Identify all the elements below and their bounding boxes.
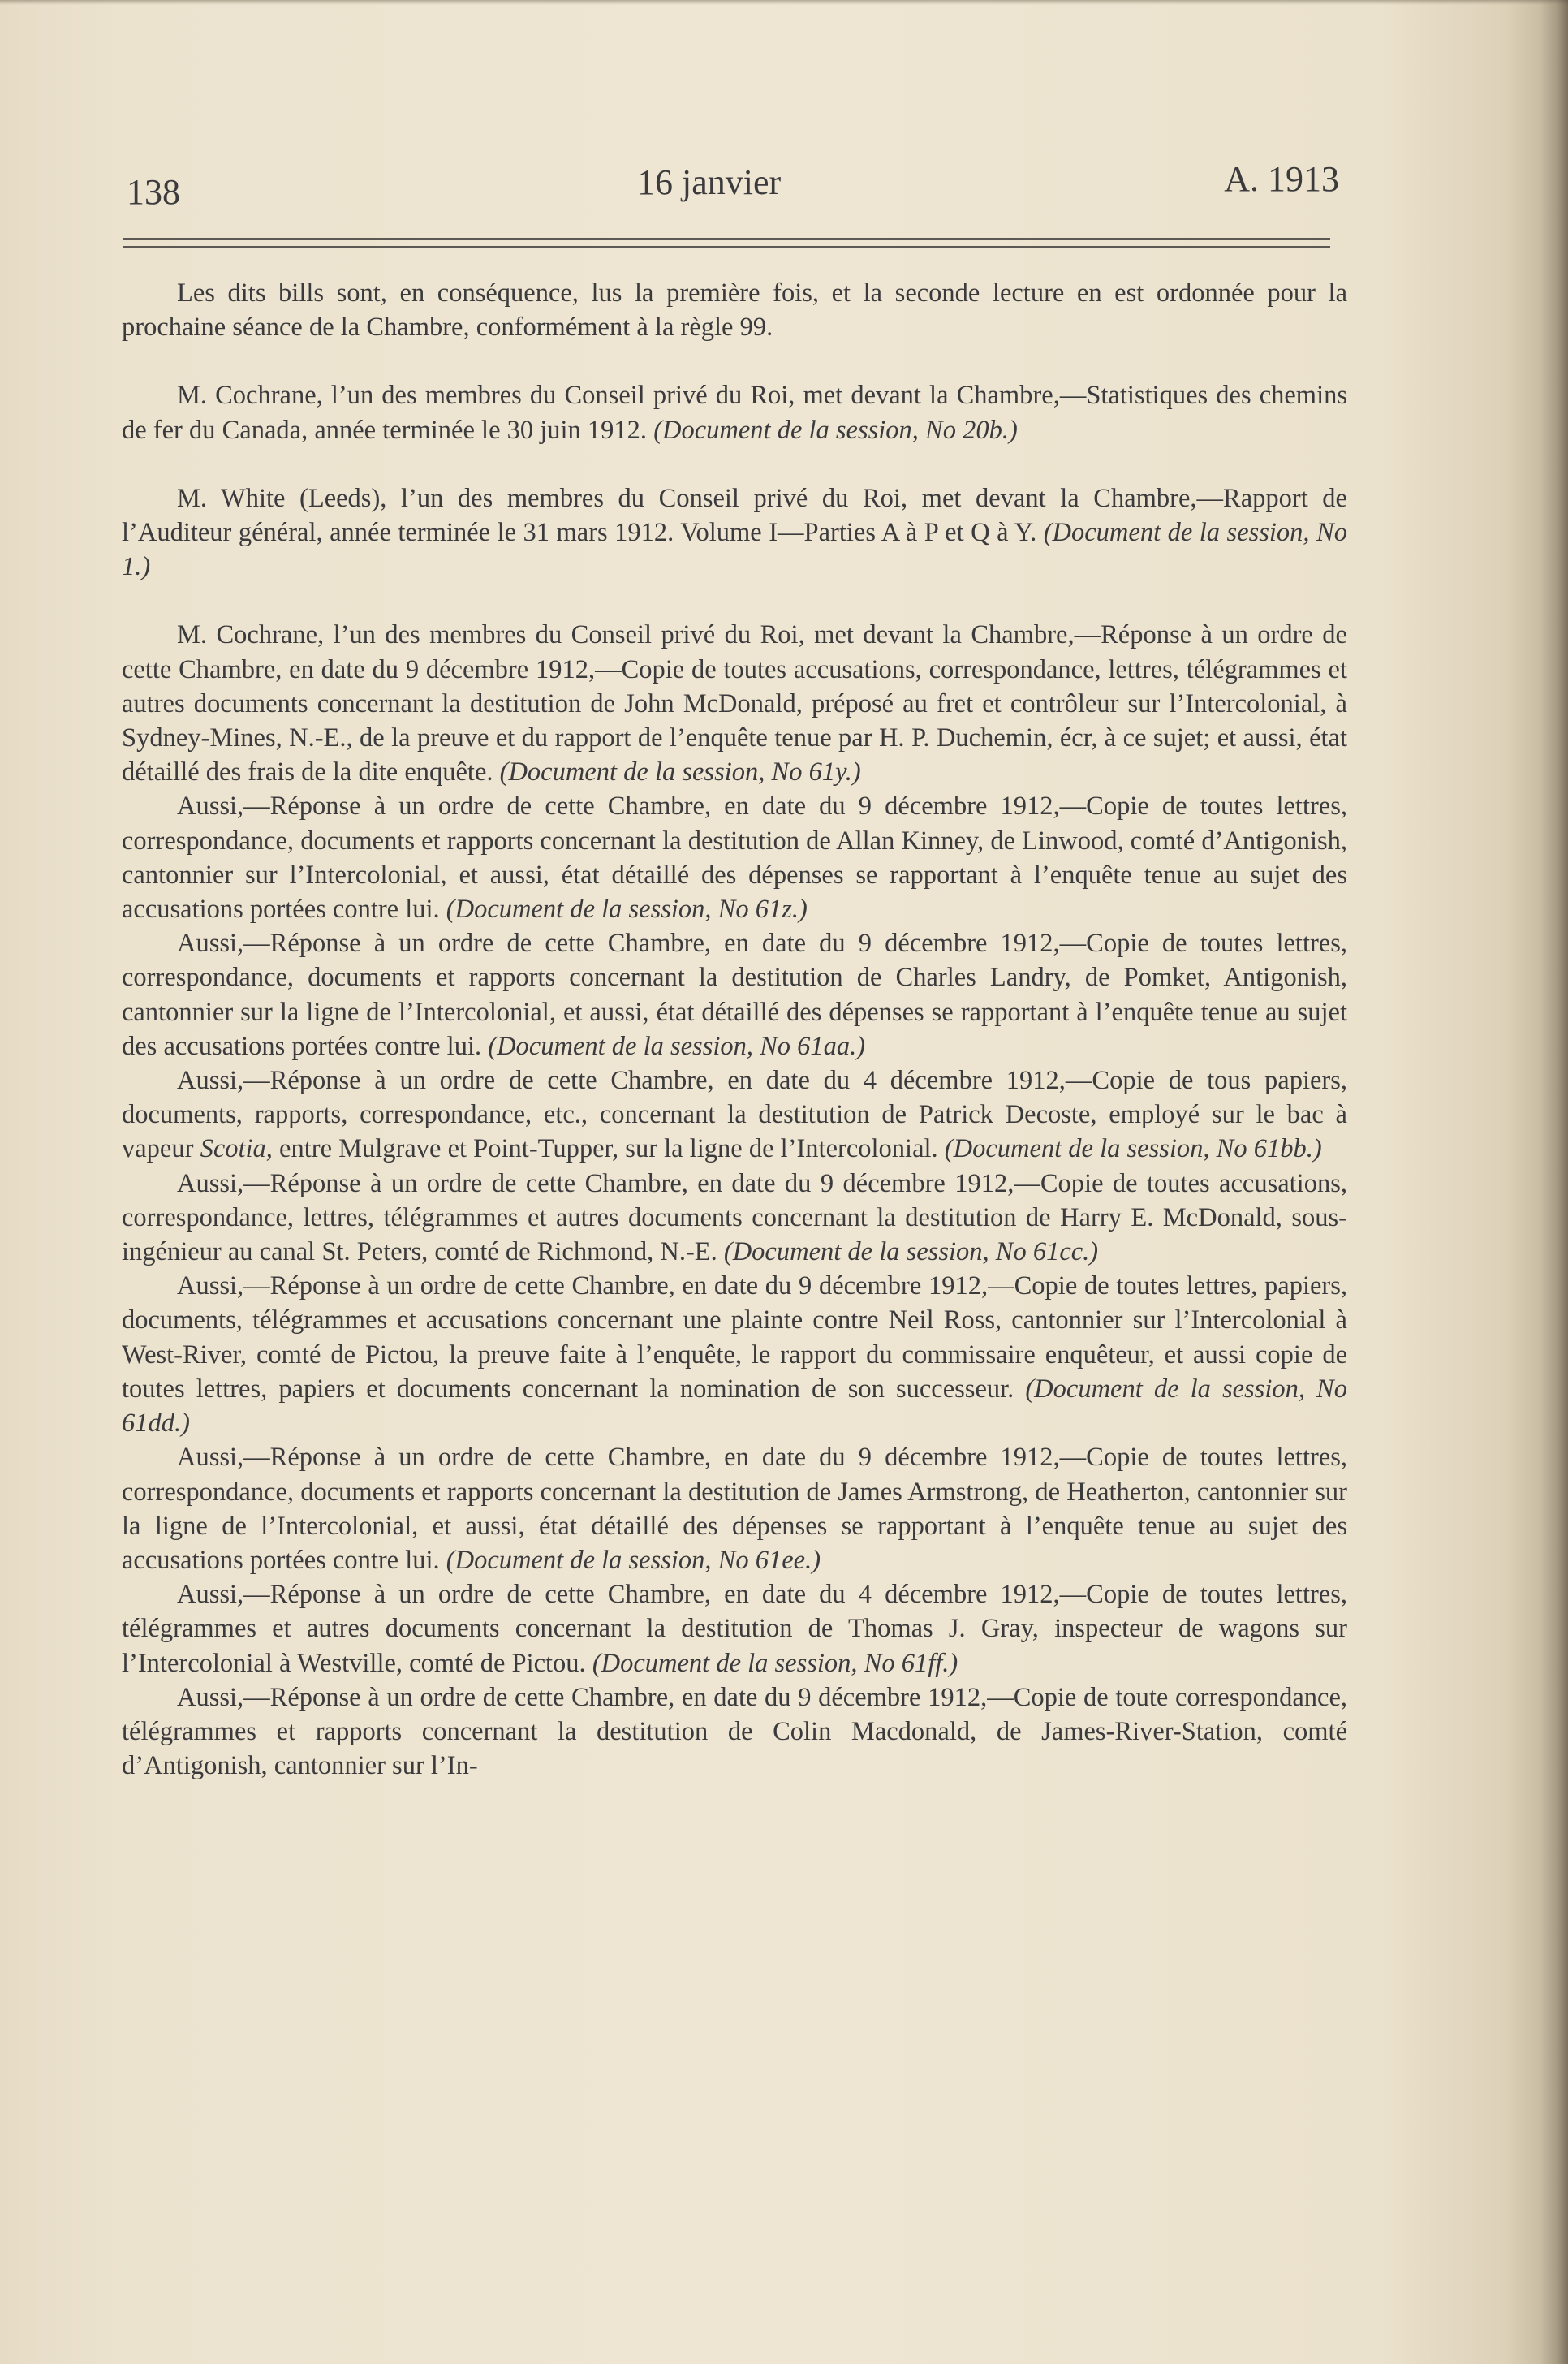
running-title: 16 janvier xyxy=(637,162,782,202)
paragraph-landry xyxy=(122,926,1347,1063)
paragraph-text: Les dits bills sont, en conséquence, lus la première fois, et la seconde lecture en est ordonnée pour la prochaine séance de la Chambre, conformément à la règle 99. xyxy=(122,278,1347,343)
document-reference: (Document de la session, No 61bb.) xyxy=(944,1134,1322,1164)
paragraph-auditeur xyxy=(122,481,1347,585)
header-rule-top xyxy=(123,238,1330,240)
paragraph-armstrong xyxy=(122,1440,1347,1577)
paragraph-text: Aussi,—Réponse à un ordre de cette Chambre, en date du 4 décembre 1912,—Copie de toutes lettres, télégrammes et autres documents concernant la destitution de Thomas J. Gray, inspecteur de wagons sur l’Intercolonial à Westville, comté de Pictou. xyxy=(122,1580,1347,1678)
paragraph-text: M. Cochrane, l’un des membres du Conseil privé du Roi, met devant la Chambre,—Réponse à un ordre de cette Chambre, en date du 9 décembre 1912,—Copie de toutes accusations, correspondance, lettres, télégrammes et autres documents concernant la destitution de John McDonald, préposé au fret et contrôleur sur l’Intercolonial, à Sydney-Mines, N.-E., de la preuve et du rapport de l’enquête tenue par H. P. Duchemin, écr, à ce sujet; et aussi, état détaillé des frais de la dite enquête. xyxy=(122,620,1347,787)
document-reference: (Document de la session, No 1.) xyxy=(122,518,1347,582)
paragraph-harry-mcdonald xyxy=(122,1167,1347,1270)
paragraph-ross xyxy=(122,1269,1347,1440)
book-spine-shadow xyxy=(1540,0,1568,2364)
paragraph-gray xyxy=(122,1577,1347,1680)
paragraph-text: Aussi,—Réponse à un ordre de cette Chambre, en date du 9 décembre 1912,—Copie de toutes lettres, papiers, documents, télégrammes et accusations concernant une plainte contre Neil Ross, cantonnier sur l’Intercolonial à West-River, comté de Pictou, la preuve faite à l’enquête, le rapport du commissaire enquêteur, et aussi copie de toutes lettres, papiers et documents concernant la nomination de son successeur. xyxy=(122,1271,1347,1404)
paragraph-mcdonald xyxy=(122,618,1347,789)
document-reference: (Document de la session, No 20b.) xyxy=(653,415,1018,445)
page-number: 138 xyxy=(127,172,180,212)
paragraph-text: M. White (Leeds), l’un des membres du Conseil privé du Roi, met devant la Chambre,—Rapport de l’Auditeur général, année terminée le 31 mars 1912. Volume I—Parties A à P et Q à Y. xyxy=(122,483,1347,548)
page-body xyxy=(122,276,1347,1783)
document-reference: (Document de la session, No 61z.) xyxy=(446,895,808,925)
page-top-shadow xyxy=(0,0,1568,5)
paragraph-kinney xyxy=(122,789,1347,926)
document-reference: (Document de la session, No 61aa.) xyxy=(488,1031,866,1061)
paragraph-text: Aussi,—Réponse à un ordre de cette Chambre, en date du 9 décembre 1912,—Copie de toute correspondance, télégrammes et rapports concernant la destitution de Colin Macdonald, de James-River-Station, comté d’Antigonish, cantonnier sur l’In- xyxy=(122,1682,1347,1781)
paragraph-text: Aussi,—Réponse à un ordre de cette Chambre, en date du 9 décembre 1912,—Copie de toutes accusations, correspondance, lettres, télégrammes et autres documents concernant la destitution de Harry E. McDonald, sous-ingénieur au canal St. Peters, comté de Richmond, N.-E. xyxy=(122,1168,1347,1267)
year-label: A. 1913 xyxy=(1224,159,1339,199)
paragraph-text: Aussi,—Réponse à un ordre de cette Chambre, en date du 9 décembre 1912,—Copie de toutes lettres, correspondance, documents et rapports concernant la destitution de James Armstrong, de Heatherton, cantonnier sur la ligne de l’Intercolonial, et aussi, état détaillé des dépenses se rapportant à l’enquête tenue au sujet des accusations portées contre lui. xyxy=(122,1443,1347,1575)
document-reference: (Document de la session, No 61cc.) xyxy=(723,1237,1099,1267)
paragraph-decoste xyxy=(122,1063,1347,1167)
paragraph-text: M. Cochrane, l’un des membres du Conseil privé du Roi, met devant la Chambre,—Statistiques des chemins de fer du Canada, année terminée le 30 juin 1912. xyxy=(122,381,1347,445)
paragraph-text: Aussi,—Réponse à un ordre de cette Chambre, en date du 9 décembre 1912,—Copie de toutes lettres, correspondance, documents et rapports concernant la destitution de Charles Landry, de Pomket, Antigonish, cantonnier sur la ligne de l’Intercolonial, et aussi, état détaillé des dépenses se rapportant à l’enquête tenue au sujet des accusations portées contre lui. xyxy=(122,929,1347,1061)
vessel-name: Scotia, xyxy=(200,1134,273,1164)
document-reference: (Document de la session, No 61y.) xyxy=(499,757,861,787)
paragraph-text-after: entre Mulgrave et Point-Tupper, sur la ligne de l’Intercolonial. xyxy=(272,1134,945,1164)
document-reference: (Document de la session, No 61ff.) xyxy=(592,1648,958,1678)
paragraph-text: Aussi,—Réponse à un ordre de cette Chambre, en date du 4 décembre 1912,—Copie de tous papiers, documents, rapports, correspondance, etc., concernant la destitution de Patrick Decoste, employé sur le bac à vapeur xyxy=(122,1066,1347,1164)
running-header xyxy=(122,158,1339,215)
paragraph-bills xyxy=(122,276,1347,344)
document-reference: (Document de la session, No 61ee.) xyxy=(446,1545,821,1575)
document-reference: (Document de la session, No 61dd.) xyxy=(122,1374,1347,1439)
header-rule-bottom xyxy=(123,246,1330,248)
paragraph-text: Aussi,—Réponse à un ordre de cette Chambre, en date du 9 décembre 1912,—Copie de toutes lettres, correspondance, documents et rapports concernant la destitution de Allan Kinney, de Linwood, comté d’Antigonish, cantonnier sur l’Intercolonial, et aussi, état détaillé des dépenses se rapportant à l’enquête tenue au sujet des accusations portées contre lui. xyxy=(122,792,1347,925)
paragraph-macdonald xyxy=(122,1680,1347,1784)
paragraph-statistiques xyxy=(122,378,1347,446)
